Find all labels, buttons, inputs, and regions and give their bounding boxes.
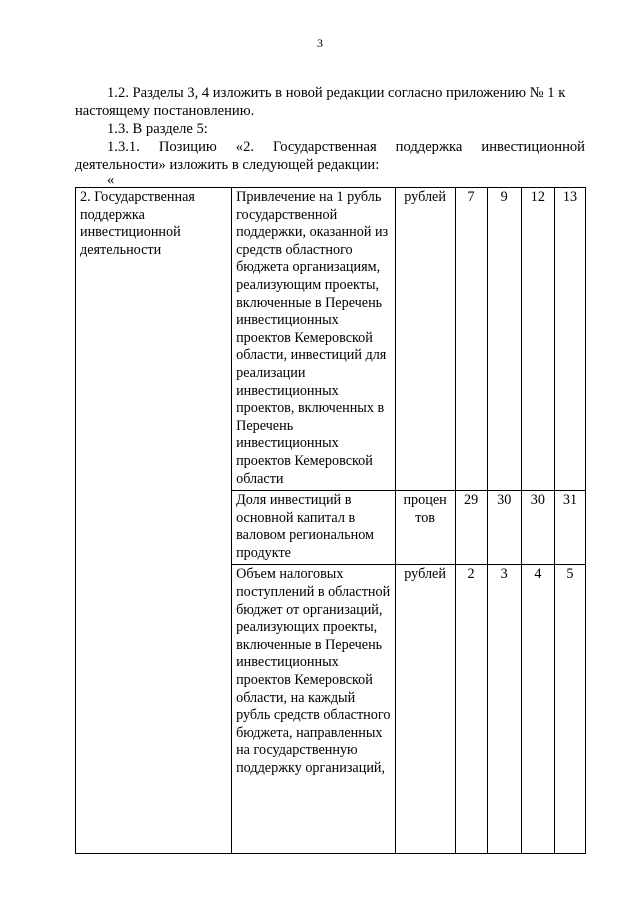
paragraph-1-2: 1.2. Разделы 3, 4 изложить в новой редакции согласно приложению № 1 к настоящему постановлению. [75, 85, 566, 119]
value-cell: 13 [554, 188, 585, 491]
indicators-table [75, 187, 586, 854]
program-item-cell: 2. Государственная поддержка инвестиционной деятельности [76, 188, 232, 854]
paragraph-1-3-1-line1: 1.3.1. Позицию «2. Государственная поддержка инвестиционной [107, 139, 585, 155]
value-cell: 5 [554, 565, 585, 854]
unit-cell: процен тов [395, 491, 455, 565]
value-cell: 30 [487, 491, 521, 565]
value-cell: 30 [521, 491, 554, 565]
opening-quote: « [107, 172, 115, 188]
table-row [76, 188, 586, 491]
unit-cell: рублей [395, 565, 455, 854]
value-cell: 2 [455, 565, 487, 854]
value-cell: 9 [487, 188, 521, 491]
paragraph-1-3-1-line2: деятельности» изложить в следующей редакции: [75, 157, 380, 173]
indicator-cell: Доля инвестиций в основной капитал в валовом региональном продукте [232, 491, 396, 565]
value-cell: 4 [521, 565, 554, 854]
value-cell: 12 [521, 188, 554, 491]
value-cell: 7 [455, 188, 487, 491]
unit-cell: рублей [395, 188, 455, 491]
value-cell: 31 [554, 491, 585, 565]
indicator-cell: Объем налоговых поступлений в областной бюджет от организаций, реализующих проекты, включенные в Перечень инвестиционных проектов Кемеровской области, на каждый рубль средств областного бюджета, направленных на государственную поддержку организаций, [232, 565, 396, 854]
value-cell: 29 [455, 491, 487, 565]
indicator-cell: Привлечение на 1 рубль государственной поддержки, оказанной из средств областного бюджета организациям, реализующим проекты, включенные в Перечень инвестиционных проектов Кемеровской области, инвестиций для реализации инвестиционных проектов, включенных в Перечень инвестиционных проектов Кемеровской области [232, 188, 396, 491]
paragraph-1-3: 1.3. В разделе 5: [107, 121, 208, 137]
page-number: 3 [317, 36, 323, 50]
value-cell: 3 [487, 565, 521, 854]
